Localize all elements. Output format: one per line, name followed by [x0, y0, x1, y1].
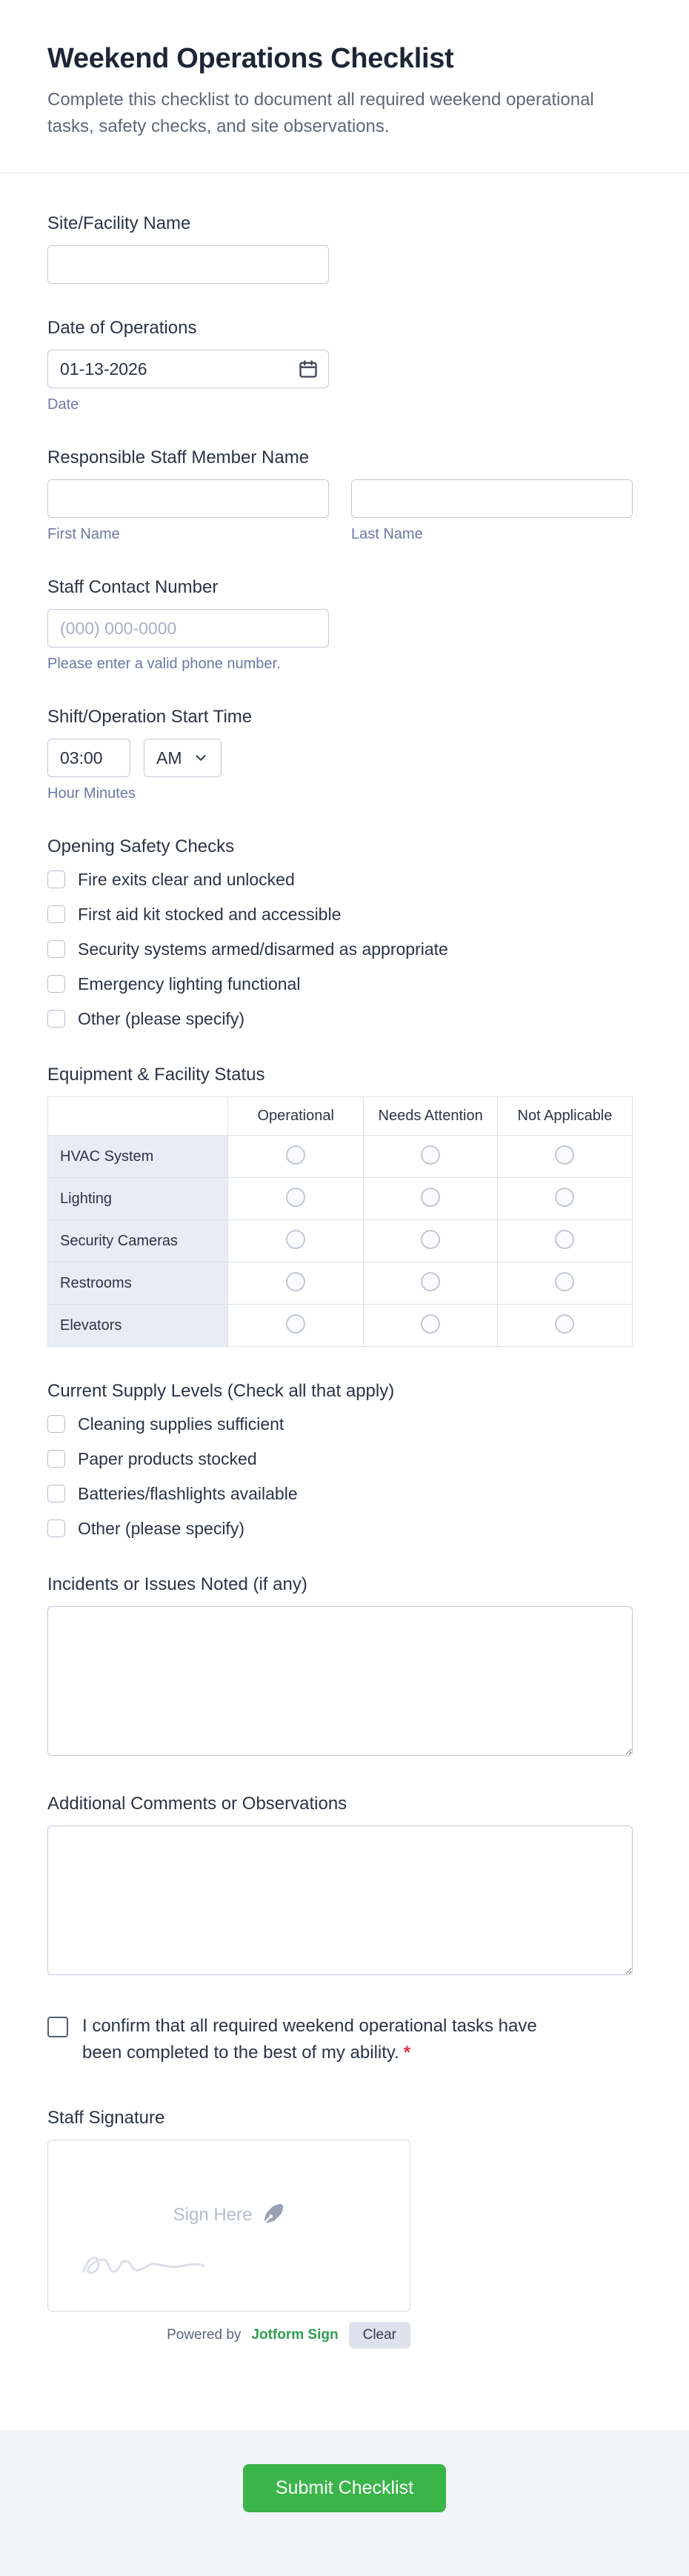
- radio-cameras-operational[interactable]: [286, 1230, 305, 1249]
- signature-pad[interactable]: [47, 2140, 410, 2312]
- clear-signature-button[interactable]: Clear: [349, 2322, 410, 2349]
- matrix-row-label: HVAC System: [48, 1136, 228, 1178]
- signature-label: Staff Signature: [47, 2108, 165, 2129]
- radio-restrooms-not-applicable[interactable]: [555, 1272, 574, 1291]
- matrix-cell: [497, 1305, 632, 1347]
- matrix-row-label: Restrooms: [48, 1262, 228, 1305]
- safety-option-4[interactable]: [47, 973, 642, 996]
- radio-lighting-needs-attention[interactable]: [421, 1188, 440, 1207]
- question-supply-levels: [47, 1381, 642, 1540]
- supply-option-3[interactable]: [47, 1482, 642, 1505]
- time-input[interactable]: [47, 739, 130, 777]
- jotform-sign-link[interactable]: Jotform Sign: [251, 2327, 339, 2343]
- matrix-row-security-cameras: [48, 1220, 633, 1262]
- radio-cameras-not-applicable[interactable]: [555, 1230, 574, 1249]
- matrix-cell: [364, 1305, 498, 1347]
- checkbox[interactable]: [47, 1010, 65, 1028]
- matrix-cell: [364, 1136, 498, 1178]
- first-name-col: [47, 479, 329, 543]
- checkbox[interactable]: [47, 1450, 65, 1468]
- safety-option-3[interactable]: [47, 938, 642, 961]
- matrix-row-hvac: [48, 1136, 633, 1178]
- question-phone: [47, 577, 642, 673]
- checkbox[interactable]: [47, 1485, 65, 1502]
- matrix-col-operational: Operational: [228, 1097, 364, 1136]
- radio-lighting-not-applicable[interactable]: [555, 1188, 574, 1207]
- matrix-cell: [497, 1262, 632, 1305]
- incidents-textarea[interactable]: [47, 1606, 633, 1756]
- supply-option-3-label: Batteries/flashlights available: [78, 1484, 298, 1504]
- site-name-label: Site/Facility Name: [47, 213, 191, 233]
- matrix-cell: [497, 1178, 632, 1220]
- comments-label: Additional Comments or Observations: [47, 1794, 347, 1814]
- confirmation-checkbox[interactable]: [47, 2017, 68, 2037]
- page-title: Weekend Operations Checklist: [47, 43, 454, 74]
- date-sublabel: Date: [47, 396, 79, 413]
- radio-hvac-needs-attention[interactable]: [421, 1145, 440, 1165]
- confirmation-label: [82, 2013, 564, 2066]
- question-incidents: [47, 1574, 642, 1760]
- matrix-col-needs-attention: Needs Attention: [364, 1097, 498, 1136]
- powered-by-text: Powered by: [167, 2327, 242, 2343]
- radio-elevators-operational[interactable]: [286, 1314, 305, 1334]
- form-header: [0, 0, 689, 173]
- last-name-input[interactable]: [351, 479, 633, 518]
- calendar-icon[interactable]: [298, 359, 319, 379]
- phone-label: Staff Contact Number: [47, 577, 219, 597]
- matrix-cell: [364, 1220, 498, 1262]
- date-input[interactable]: [47, 350, 329, 388]
- matrix-cell: [228, 1178, 364, 1220]
- date-label: Date of Operations: [47, 318, 197, 338]
- site-name-input[interactable]: [47, 245, 329, 284]
- sign-here-text: Sign Here: [173, 2204, 253, 2225]
- radio-elevators-needs-attention[interactable]: [421, 1314, 440, 1334]
- safety-checks-label: Opening Safety Checks: [47, 836, 235, 856]
- supply-levels-label: Current Supply Levels (Check all that apply): [47, 1381, 395, 1402]
- question-date: [47, 318, 642, 413]
- incidents-label: Incidents or Issues Noted (if any): [47, 1574, 307, 1595]
- radio-cameras-needs-attention[interactable]: [421, 1230, 440, 1249]
- radio-lighting-operational[interactable]: [286, 1188, 305, 1207]
- supply-option-2[interactable]: [47, 1448, 642, 1471]
- first-name-input[interactable]: [47, 479, 329, 518]
- matrix-cell: [497, 1220, 632, 1262]
- matrix-row-label: Lighting: [48, 1178, 228, 1220]
- matrix-cell: [228, 1136, 364, 1178]
- required-asterisk: *: [403, 2043, 411, 2063]
- question-site-name: [47, 213, 642, 284]
- date-field: [47, 350, 329, 388]
- checkbox[interactable]: [47, 975, 65, 993]
- name-row: [47, 479, 642, 543]
- matrix-row-elevators: [48, 1305, 633, 1347]
- supply-option-4[interactable]: [47, 1517, 642, 1540]
- radio-restrooms-needs-attention[interactable]: [421, 1272, 440, 1291]
- radio-hvac-operational[interactable]: [286, 1145, 305, 1165]
- question-confirmation[interactable]: [47, 2013, 642, 2066]
- matrix-header-row: [48, 1097, 633, 1136]
- matrix-row-lighting: [48, 1178, 633, 1220]
- submit-section: [0, 2430, 689, 2576]
- question-safety-checks: [47, 836, 642, 1031]
- equipment-status-table: [47, 1096, 633, 1347]
- matrix-cell: [228, 1262, 364, 1305]
- matrix-cell: [364, 1178, 498, 1220]
- radio-hvac-not-applicable[interactable]: [555, 1145, 574, 1165]
- question-staff-name: [47, 447, 642, 543]
- chevron-down-icon: [193, 750, 209, 766]
- supply-option-4-label: Other (please specify): [78, 1519, 244, 1539]
- time-row: [47, 739, 642, 777]
- matrix-col-not-applicable: Not Applicable: [497, 1097, 632, 1136]
- signature-squiggle: [81, 2243, 207, 2284]
- safety-option-1-label: Fire exits clear and unlocked: [78, 870, 295, 889]
- question-comments: [47, 1794, 642, 1979]
- safety-option-5[interactable]: [47, 1008, 642, 1031]
- phone-sublabel: Please enter a valid phone number.: [47, 656, 281, 672]
- matrix-row-label: Elevators: [48, 1305, 228, 1347]
- question-time: [47, 707, 642, 802]
- pen-nib-icon: [262, 2201, 284, 2229]
- form-body: [0, 173, 689, 2405]
- supply-option-1-label: Cleaning supplies sufficient: [78, 1414, 284, 1434]
- matrix-cell: [228, 1305, 364, 1347]
- checkbox[interactable]: [47, 871, 65, 888]
- safety-option-5-label: Other (please specify): [78, 1009, 244, 1029]
- time-label: Shift/Operation Start Time: [47, 707, 253, 727]
- radio-restrooms-operational[interactable]: [286, 1272, 305, 1291]
- ampm-value: AM: [156, 748, 182, 768]
- checkbox[interactable]: [47, 940, 65, 958]
- matrix-row-label: Security Cameras: [48, 1220, 228, 1262]
- safety-option-2-label: First aid kit stocked and accessible: [78, 905, 342, 925]
- staff-name-label: Responsible Staff Member Name: [47, 447, 310, 467]
- radio-elevators-not-applicable[interactable]: [555, 1314, 574, 1334]
- checkbox[interactable]: [47, 1520, 65, 1537]
- ampm-select[interactable]: [144, 739, 222, 777]
- first-name-sublabel: First Name: [47, 526, 120, 542]
- phone-input[interactable]: [47, 609, 329, 648]
- matrix-corner-cell: [48, 1097, 228, 1136]
- confirmation-text: I confirm that all required weekend operational tasks have been completed to the best of my ability.: [82, 2016, 537, 2063]
- last-name-col: [351, 479, 633, 543]
- comments-textarea[interactable]: [47, 1826, 633, 1975]
- safety-option-1[interactable]: [47, 868, 642, 891]
- supply-option-2-label: Paper products stocked: [78, 1449, 257, 1469]
- question-equipment-status: [47, 1065, 642, 1347]
- matrix-cell: [228, 1220, 364, 1262]
- matrix-cell: [364, 1262, 498, 1305]
- checkbox[interactable]: [47, 905, 65, 923]
- time-sublabel: Hour Minutes: [47, 785, 136, 802]
- matrix-cell: [497, 1136, 632, 1178]
- safety-option-2[interactable]: [47, 903, 642, 926]
- last-name-sublabel: Last Name: [351, 526, 423, 542]
- form-subtitle: Complete this checklist to document all required weekend operational tasks, safety checks, and site observations.: [47, 90, 594, 136]
- signature-placeholder: [48, 2201, 410, 2229]
- checkbox[interactable]: [47, 1415, 65, 1433]
- signature-footer: [47, 2322, 410, 2349]
- supply-option-1[interactable]: [47, 1413, 642, 1436]
- equipment-status-label: Equipment & Facility Status: [47, 1065, 265, 1085]
- submit-button[interactable]: Submit Checklist: [243, 2464, 446, 2512]
- safety-option-4-label: Emergency lighting functional: [78, 974, 301, 994]
- matrix-row-restrooms: [48, 1262, 633, 1305]
- safety-option-3-label: Security systems armed/disarmed as appropriate: [78, 939, 448, 959]
- question-signature: [47, 2108, 642, 2349]
